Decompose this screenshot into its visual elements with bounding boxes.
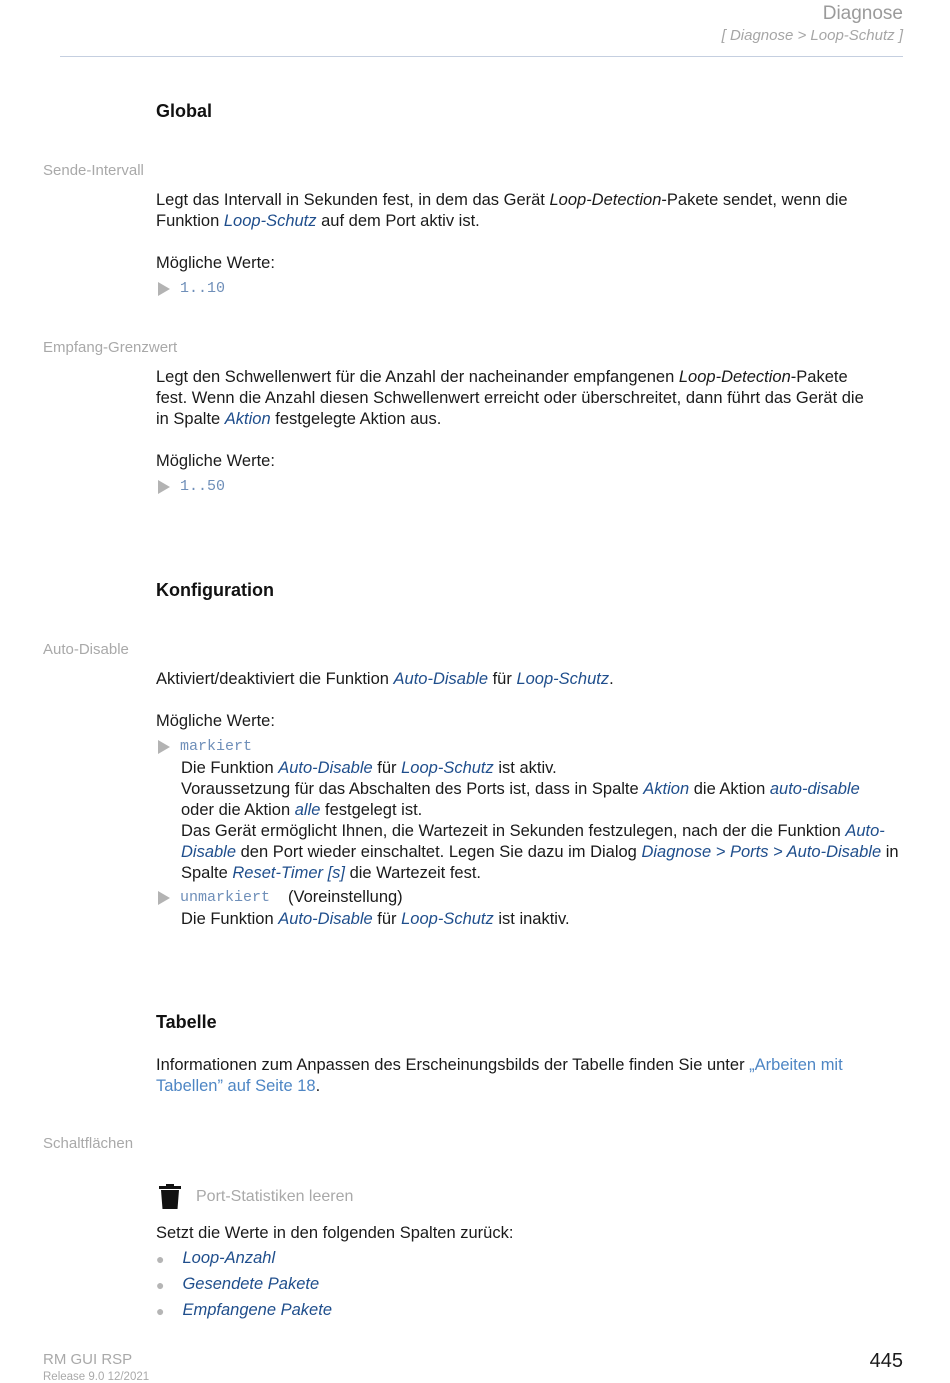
- clear-button-label: Port-Statistiken leeren: [196, 1188, 354, 1205]
- default-note: (Voreinstellung): [288, 888, 403, 906]
- bullet-icon: ●: [156, 1250, 165, 1267]
- send-interval-description: Legt das Intervall in Sekunden fest, in dem das Gerät Loop-Detection-Pakete sendet, wenn die Funktion Loop-Schutz auf dem Port aktiv ist.: [156, 191, 848, 230]
- link-empfangene-pakete[interactable]: Empfangene Pakete: [182, 1301, 332, 1319]
- value-item: [158, 478, 225, 495]
- unmarkiert-description: Die Funktion Auto-Disable für Loop-Schutz ist inaktiv.: [181, 910, 570, 928]
- list-item: [156, 1275, 319, 1294]
- value-markiert: markiert: [180, 738, 253, 755]
- field-label-auto-disable: Auto-Disable: [43, 641, 129, 658]
- link-loop-anzahl[interactable]: Loop-Anzahl: [182, 1249, 276, 1267]
- breadcrumb: [ Diagnose > Loop-Schutz ]: [721, 27, 903, 44]
- bullet-icon: ●: [156, 1302, 165, 1319]
- link-dialog-path[interactable]: Diagnose > Ports > Auto-Disable: [641, 843, 882, 861]
- list-item: [156, 1249, 275, 1268]
- section-heading-konfiguration: Konfiguration: [156, 580, 274, 600]
- triangle-bullet-icon: [158, 891, 170, 905]
- triangle-bullet-icon: [158, 282, 170, 296]
- link-auto-disable[interactable]: Auto-Disable: [278, 910, 373, 928]
- link-alle[interactable]: alle: [294, 801, 321, 819]
- page-number: 445: [869, 1350, 903, 1372]
- section-heading-tabelle: Tabelle: [156, 1012, 217, 1032]
- link-aktion[interactable]: Aktion: [643, 780, 690, 798]
- link-auto-disable-action[interactable]: auto-disable: [769, 780, 860, 798]
- link-loop-schutz[interactable]: Loop-Schutz: [401, 759, 494, 777]
- link-arbeiten-mit-tabellen[interactable]: „Arbeiten mit: [749, 1056, 843, 1074]
- link-loop-schutz[interactable]: Loop-Schutz: [223, 212, 317, 230]
- field-label-send-interval: Sende-Intervall: [43, 162, 144, 179]
- bullet-icon: ●: [156, 1276, 165, 1293]
- link-loop-schutz[interactable]: Loop-Schutz: [401, 910, 494, 928]
- header-divider: [60, 56, 903, 57]
- link-reset-timer[interactable]: Reset-Timer [s]: [232, 864, 345, 882]
- value-range: 1..50: [180, 478, 226, 495]
- table-info: Informationen zum Anpassen des Erscheinungsbilds der Tabelle finden Sie unter „Arbeiten mit Tabellen” auf Seite 18.: [156, 1056, 843, 1095]
- link-auto-disable[interactable]: Auto-Disable: [393, 670, 488, 688]
- trash-icon: [158, 1184, 182, 1210]
- footer-release: Release 9.0 12/2021: [43, 1371, 150, 1383]
- value-item: [158, 280, 225, 297]
- reset-description: Setzt die Werte in den folgenden Spalten zurück:: [156, 1224, 514, 1242]
- value-unmarkiert: unmarkiert: [180, 889, 271, 906]
- field-label-buttons: Schaltflächen: [43, 1135, 134, 1152]
- link-auto-disable-part2[interactable]: Disable: [181, 843, 237, 861]
- receive-threshold-description: Legt den Schwellenwert für die Anzahl der nacheinander empfangenen Loop-Detection-Pakete fest. Wenn die Anzahl diesen Schwellenwert erreicht oder überschreitet, dann führt das Gerät die in Spalte Aktion festgelegte Aktion aus.: [156, 368, 864, 428]
- possible-values-label: Mögliche Werte:: [156, 254, 275, 272]
- possible-values-label: Mögliche Werte:: [156, 452, 275, 470]
- triangle-bullet-icon: [158, 740, 170, 754]
- link-aktion[interactable]: Aktion: [224, 410, 271, 428]
- section-heading-global: Global: [156, 101, 213, 121]
- link-gesendete-pakete[interactable]: Gesendete Pakete: [182, 1275, 320, 1293]
- possible-values-label: Mögliche Werte:: [156, 712, 275, 730]
- markiert-description: Die Funktion Auto-Disable für Loop-Schutz ist aktiv. Voraussetzung für das Abschalten des Ports ist, dass in Spalte Aktion die Aktion auto-disable oder die Aktion alle festgelegt ist. Das Gerät ermöglicht Ihnen, die Wartezeit in Sekunden festzulegen, nach der die Funktion Auto- Disable den Port wieder einschaltet. Legen Sie dazu im Dialog Diagnose > Ports > Auto-Disable in Spalte Reset-Timer [s] die Wartezeit fest.: [181, 759, 899, 882]
- field-label-receive-threshold: Empfang-Grenzwert: [43, 339, 178, 356]
- clear-port-statistics-button[interactable]: [158, 1184, 353, 1210]
- list-item: [156, 1301, 332, 1320]
- link-arbeiten-mit-tabellen-cont[interactable]: Tabellen” auf Seite 18: [156, 1077, 316, 1095]
- value-item-unmarkiert: [158, 888, 403, 907]
- footer-product: RM GUI RSP: [43, 1351, 133, 1368]
- value-range: 1..10: [180, 280, 226, 297]
- link-auto-disable[interactable]: Auto-Disable: [278, 759, 373, 777]
- auto-disable-description: Aktiviert/deaktiviert die Funktion Auto-Disable für Loop-Schutz.: [156, 670, 614, 688]
- triangle-bullet-icon: [158, 480, 170, 494]
- value-item-markiert: [158, 738, 252, 755]
- link-loop-schutz[interactable]: Loop-Schutz: [516, 670, 610, 688]
- link-auto-disable-part1[interactable]: Auto-: [845, 822, 885, 840]
- chapter-title: Diagnose: [822, 3, 903, 24]
